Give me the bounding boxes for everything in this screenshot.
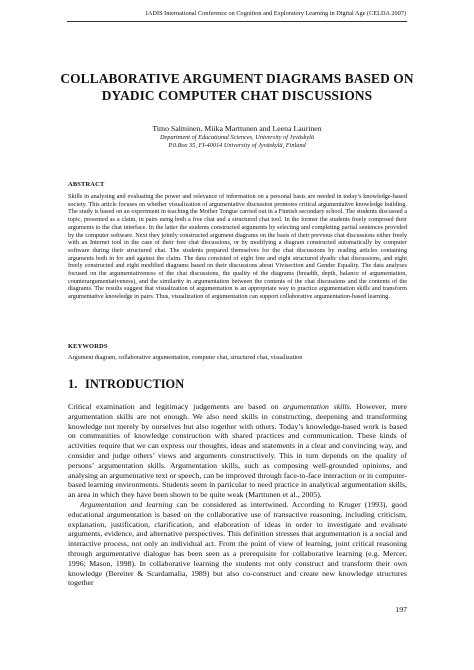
section-body [68,402,407,588]
emphasis-text: argumentation skills. [283,402,352,411]
body-paragraph-1 [68,402,407,500]
abstract-heading: ABSTRACT [68,181,105,188]
page-number: 197 [395,605,407,614]
title-line-2: DYADIC COMPUTER CHAT DISCUSSIONS [101,88,373,103]
paragraph-text: Critical examination and legitimacy judgements are based on [68,402,284,411]
affiliation-department: Department of Educational Sciences, University of Jyväskylä [159,134,315,141]
abstract-text: Skills in analysing and evaluating the power and relevance of information on a personal basis are needed in today’s knowledge-based society. This article focuses on whether visualization of argumentative discussion promotes critical argumentative knowledge building. The study is based on an experiment in teaching the Mother Tongue carried out in a Finnish secondary school. The students discussed a topic, presented as a claim, in pairs using both a free chat and a structured chat tool. In the former the students freely composed their arguments to the chat interface. In the latter the students constructed arguments by selecting and completing partial sentences provided by the computer software. Next they jointly constructed argument diagrams on the basis of their previous chat discussions either freely with an Internet tool in the case of their free chat discussions, or by modifying a diagram constructed automatically by computer software during their structured chat. The students prepared themselves for the chat discussions by reading articles containing arguments both in for and against the claim. The data consisted of eight free and eight structured dyadic chat discussions, and eight freely constructed and eight modified diagrams based on their discussions about Vivisection and Gender Equality. The data analyses focused on the argumentativeness of the chat discussions, the quality of the diagrams (breadth, depth, balance of argumentation, counterargumentativeness), and the similarity in argumentation between the contents of the chat discussions and the contents of the diagrams. The results suggest that visualization of argumentation is an appropriate way to practice argumentation skills and transform argumentative knowledge in pairs. Thus, visualization of argumentation can support collaborative argumentation-based learning. [68,193,407,301]
paper-title [40,70,434,104]
affiliation [40,134,434,150]
header-rule [67,21,407,22]
body-paragraph-2 [68,500,407,588]
keywords-heading: KEYWORDS [68,343,108,350]
title-line-1: COLLABORATIVE ARGUMENT DIAGRAMS BASED ON [60,71,414,86]
section-heading [68,377,184,392]
emphasis-text: Argumentation and learning [80,499,173,509]
running-header: IADIS International Conference on Cognition and Exploratory Learning in Digital Age (CELDA 2007) [145,10,406,17]
affiliation-address: P.0.Box 35, FI-40014 University of Jyväskylä, Finland [168,142,306,149]
author-list: Timo Salminen, Miika Marttunen and Leena Laurinen [152,124,322,133]
keywords-text: Argument diagram, collaborative argumentation, computer chat, structured chat, visualization [68,354,303,361]
section-number: 1. [68,377,78,391]
section-title: INTRODUCTION [85,377,185,391]
paragraph-text: However, mere argumentation skills are not enough. We also need skills in constructing, deepening and transforming knowledge not merely by ourselves but also together with others. Today’s knowledge-based work is based on communities of knowledge construction with shared practices and communication. These kinds of activities require that we can express our thoughts, ideas and statements in a clear and convincing way, and consider and judge others’ views and arguments constructively. This in turn depends on the quality of persons’ argumentation skills. Argumentation skills, such as composing well-grounded opinions, and analysing an argumentative text or speech, can be improved through face-to-face interaction or in computer-based learning environments. Students seem in particular to need practice in analytical argumentation skills, an area in which they have been shown to be quite weak (Marttunen et al., 2005). [68,402,407,500]
paragraph-text: can be considered as intertwined. According to Kruger (1993), good educational argumentation is based on the collaborative use of transactive reasoning, including criticism, explanation, justification, clarification, and elaboration of ideas in order to investigate and evaluate arguments, evidence, and alternative perspectives. This definition stresses that argumentation is a social and interactive process, not only an individual act. From the point of view of learning, joint critical reasoning through argumentative dialogue has been seen as a prerequisite for collaborative learning (e.g. Mercer, 1996; Mason, 1998). In collaborative learning the students not only construct and transform their own knowledge (Bereiter & Scardamalia, 1989) but also co-construct and create new knowledge structures together [68,499,407,588]
